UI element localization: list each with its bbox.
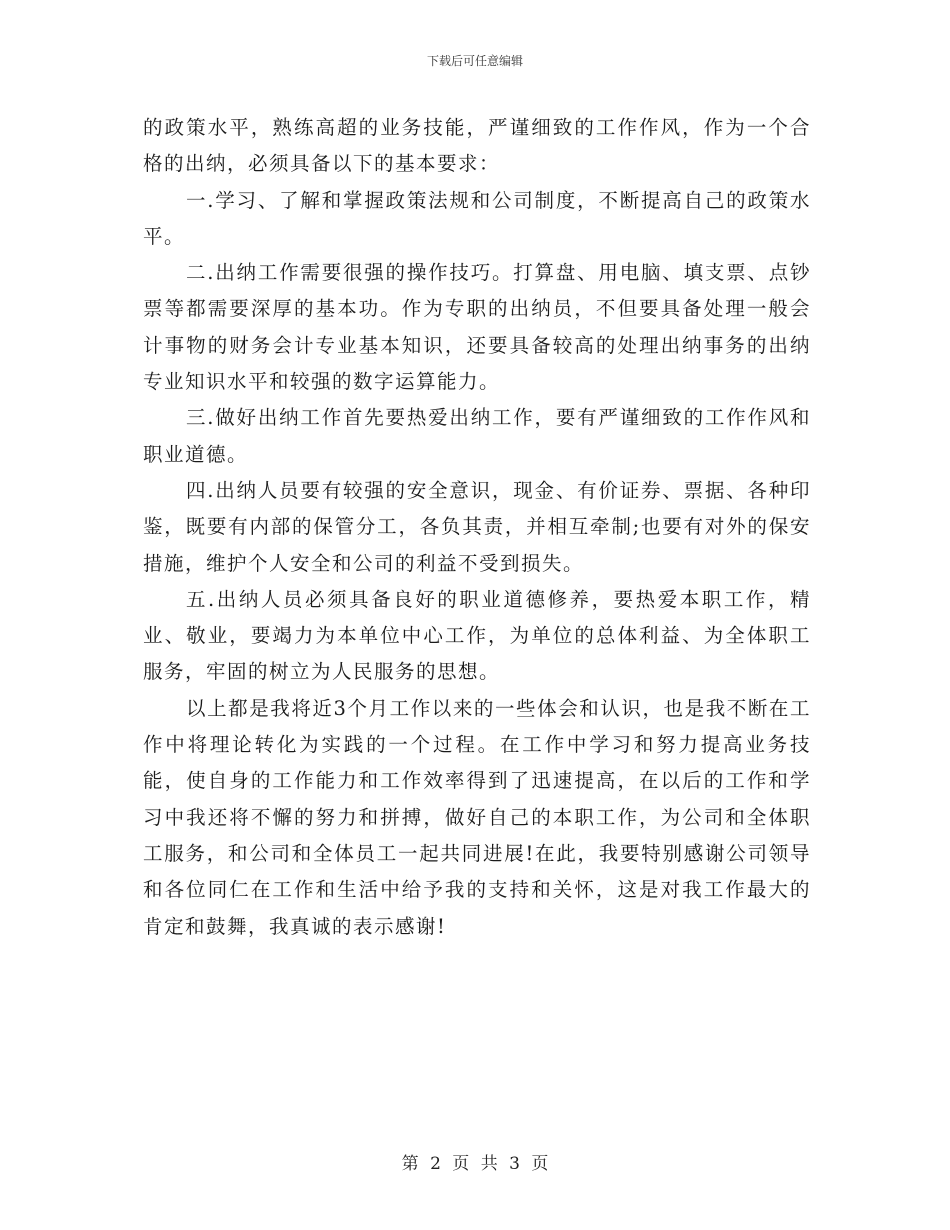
paragraph-continuation: 的政策水平，熟练高超的业务技能，严谨细致的工作作风，作为一个合格的出纳，必须具备以下的基本要求： [143, 116, 811, 176]
document-body [143, 110, 811, 945]
paragraph-item-2: 二.出纳工作需要很强的操作技巧。打算盘、用电脑、填支票、点钞票等都需要深厚的基本功。作为专职的出纳员，不但要具备处理一般会计事物的财务会计专业基本知识，还要具备较高的处理出纳事务的出纳专业知识水平和较强的数字运算能力。 [143, 261, 811, 394]
paragraph-item-5: 五.出纳人员必须具备良好的职业道德修养，要热爱本职工作，精业、敬业，要竭力为本单位中心工作，为单位的总体利益、为全体职工服务，牢固的树立为人民服务的思想。 [143, 587, 811, 684]
paragraph-item-4: 四.出纳人员要有较强的安全意识，现金、有价证券、票据、各种印鉴，既要有内部的保管分工，各负其责，并相互牵制;也要有对外的保安措施，维护个人安全和公司的利益不受到损失。 [143, 478, 811, 575]
paragraph-conclusion: 以上都是我将近3个月工作以来的一些体会和认识，也是我不断在工作中将理论转化为实践的一个过程。在工作中学习和努力提高业务技能，使自身的工作能力和工作效率得到了迅速提高，在以后的工作和学习中我还将不懈的努力和拼搏，做好自己的本职工作，为公司和全体职工服务，和公司和全体员工一起共同进展!在此，我要特别感谢公司领导和各位同仁在工作和生活中给予我的支持和关怀，这是对我工作最大的肯定和鼓舞，我真诚的表示感谢! [143, 696, 811, 938]
paragraph-item-1: 一.学习、了解和掌握政策法规和公司制度，不断提高自己的政策水平。 [143, 188, 811, 248]
page-number-footer: 第 2 页 共 3 页 [401, 1154, 549, 1174]
paragraph-item-3: 三.做好出纳工作首先要热爱出纳工作，要有严谨细致的工作作风和职业道德。 [143, 406, 811, 466]
page-header: 下载后可任意编辑 [426, 54, 523, 68]
